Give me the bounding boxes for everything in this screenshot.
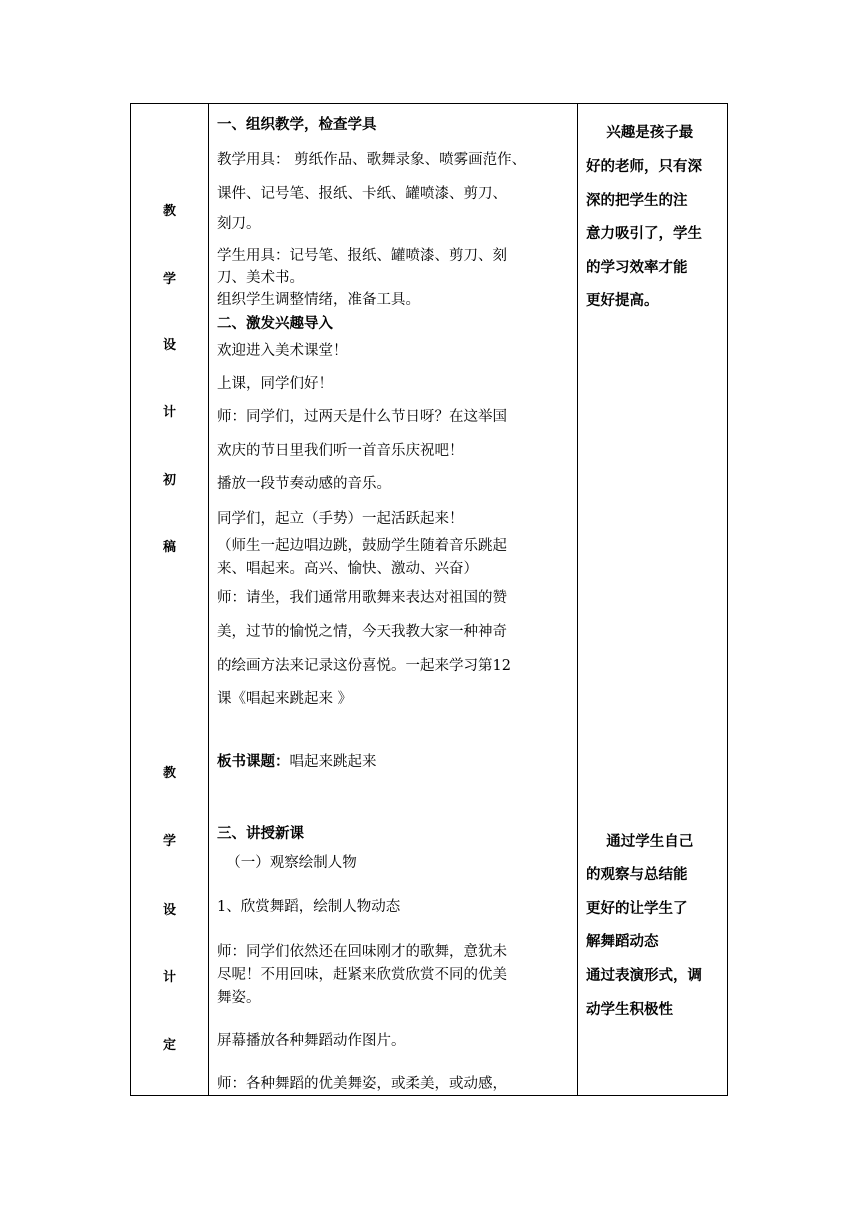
text-line: 师：同学们，过两天是什么节日呀？在这举国 (217, 409, 507, 425)
text-line: 师：请坐，我们通常用歌舞来表达对祖国的赞 (217, 590, 507, 606)
text-line: 学生用具：记号笔、报纸、罐喷漆、剪刀、刻 (217, 248, 507, 264)
section-label-char: 初 (162, 473, 176, 488)
section-heading: 三、讲授新课 (217, 826, 304, 842)
text-line: （师生一起边唱边跳，鼓励学生随着音乐跳起 (217, 538, 507, 554)
design-note-line: 的学习效率才能 (586, 260, 688, 276)
design-note-line: 解舞蹈动态 (586, 934, 659, 950)
section-label-char: 设 (162, 903, 176, 918)
design-note-line: 深的把学生的注 (586, 193, 688, 209)
text-line: 尽呢！不用回味，赶紧来欣赏欣赏不同的优美 (217, 967, 507, 983)
text-line: 舞姿。 (217, 990, 261, 1006)
text-line: 师：各种舞蹈的优美舞姿，或柔美，或动感， (217, 1076, 507, 1092)
board-title-text: 唱起来跳起来 (289, 754, 377, 770)
text-line: 1、欣赏舞蹈，绘制人物动态 (217, 899, 401, 915)
text-line: 刻刀。 (217, 216, 261, 232)
text-line: 的绘画方法来记录这份喜悦。一起来学习第12 (217, 658, 511, 674)
design-note-line: 的观察与总结能 (586, 867, 688, 883)
subsection-heading: （一）观察绘制人物 (217, 855, 357, 871)
section-label-char: 稿 (162, 540, 176, 555)
section-label-char: 定 (162, 1038, 176, 1053)
section-label-char: 教 (162, 766, 176, 781)
text-line: 欢迎进入美术课堂！ (217, 343, 348, 359)
section-heading: 一、组织教学，检查学具 (217, 117, 377, 133)
text-line: 来、唱起来。高兴、愉快、激动、兴奋） (217, 561, 478, 577)
design-note-line: 兴趣是孩子最 (586, 125, 694, 141)
design-note-line: 意力吸引了，学生 (586, 226, 702, 242)
board-title-label: 板书课题： (217, 754, 290, 770)
text-line: 组织学生调整情绪，准备工具。 (217, 292, 420, 308)
text-line: 刀、美术书。 (217, 270, 304, 286)
lesson-plan-table (130, 103, 728, 1096)
text-line: 师：同学们依然还在回味刚才的歌舞，意犹未 (217, 944, 507, 960)
section-label-char: 教 (162, 204, 176, 219)
design-note-line: 更好的让学生了 (586, 901, 688, 917)
design-note-line: 通过表演形式，调 (586, 968, 702, 984)
text-line: 教学用具： 剪纸作品、歌舞录象、喷雾画范作、 (217, 152, 527, 168)
board-title-line (217, 750, 377, 771)
text-line: 欢庆的节日里我们听一首音乐庆祝吧！ (217, 443, 464, 459)
design-note-line: 更好提高。 (586, 293, 659, 309)
section-label-char: 计 (162, 970, 176, 985)
section-label-char: 学 (162, 272, 176, 287)
section-label-char: 计 (162, 405, 176, 420)
design-note-line: 好的老师，只有深 (586, 159, 702, 175)
section-label-char: 设 (162, 338, 176, 353)
text-line: 屏幕播放各种舞蹈动作图片。 (217, 1033, 406, 1049)
text-line: 课件、记号笔、报纸、卡纸、罐喷漆、剪刀、 (217, 186, 507, 202)
section-heading: 二、激发兴趣导入 (217, 316, 333, 332)
text-line: 播放一段节奏动感的音乐。 (217, 476, 391, 492)
text-line: 美，过节的愉悦之情，今天我教大家一种神奇 (217, 624, 507, 640)
text-line: 同学们，起立（手势）一起活跃起来！ (217, 511, 464, 527)
column-divider (208, 104, 209, 1095)
text-line: 课《唱起来跳起来 》 (217, 691, 353, 707)
section-label-char: 学 (162, 834, 176, 849)
design-note-line: 动学生积极性 (586, 1002, 673, 1018)
column-divider (577, 104, 578, 1095)
text-line: 上课，同学们好！ (217, 376, 333, 392)
design-note-line: 通过学生自己 (586, 834, 694, 850)
